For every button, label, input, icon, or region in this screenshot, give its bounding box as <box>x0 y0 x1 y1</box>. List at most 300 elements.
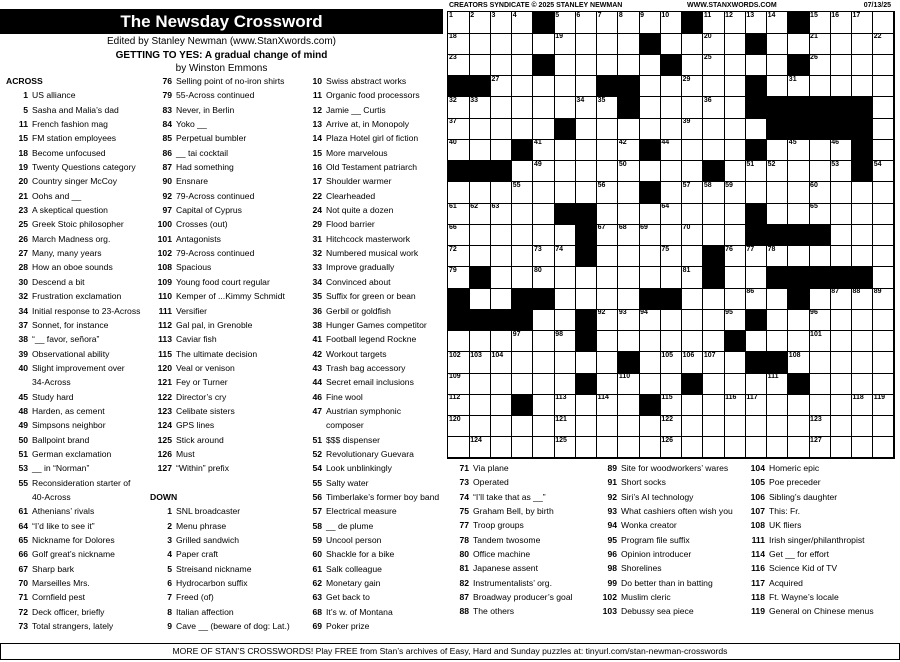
grid-cell[interactable] <box>448 182 470 204</box>
grid-cell[interactable] <box>597 437 619 459</box>
grid-cell[interactable] <box>490 33 512 55</box>
grid-cell[interactable] <box>809 139 831 161</box>
grid-cell[interactable] <box>724 352 746 374</box>
grid-cell[interactable] <box>660 33 682 55</box>
grid-cell[interactable] <box>682 182 704 204</box>
grid-cell[interactable] <box>873 437 895 459</box>
grid-cell[interactable] <box>469 437 491 459</box>
grid-cell[interactable] <box>852 416 874 438</box>
grid-cell[interactable] <box>469 288 491 310</box>
grid-cell[interactable] <box>448 246 470 268</box>
grid-cell[interactable] <box>448 118 470 140</box>
grid-cell[interactable] <box>682 161 704 183</box>
grid-cell[interactable] <box>873 97 895 119</box>
grid-cell[interactable] <box>469 139 491 161</box>
grid-cell[interactable] <box>554 309 576 331</box>
grid-cell[interactable] <box>639 54 661 76</box>
grid-cell[interactable] <box>873 203 895 225</box>
grid-cell[interactable] <box>852 224 874 246</box>
grid-cell[interactable] <box>597 416 619 438</box>
grid-cell[interactable] <box>703 203 725 225</box>
grid-cell[interactable] <box>682 224 704 246</box>
grid-cell[interactable] <box>703 288 725 310</box>
grid-cell[interactable] <box>767 161 789 183</box>
grid-cell[interactable] <box>873 267 895 289</box>
grid-cell[interactable] <box>745 12 767 34</box>
grid-cell[interactable] <box>809 331 831 353</box>
grid-cell[interactable] <box>597 309 619 331</box>
grid-cell[interactable] <box>575 118 597 140</box>
grid-cell[interactable] <box>639 309 661 331</box>
grid-cell[interactable] <box>554 12 576 34</box>
grid-cell[interactable] <box>448 416 470 438</box>
grid-cell[interactable] <box>703 12 725 34</box>
grid-cell[interactable] <box>703 33 725 55</box>
grid-cell[interactable] <box>830 416 852 438</box>
grid-cell[interactable] <box>703 373 725 395</box>
grid-cell[interactable] <box>554 54 576 76</box>
grid-cell[interactable] <box>660 267 682 289</box>
grid-cell[interactable] <box>745 416 767 438</box>
grid-cell[interactable] <box>724 139 746 161</box>
grid-cell[interactable] <box>597 54 619 76</box>
grid-cell[interactable] <box>767 309 789 331</box>
grid-cell[interactable] <box>469 224 491 246</box>
grid-cell[interactable] <box>469 182 491 204</box>
grid-cell[interactable] <box>448 12 470 34</box>
grid-cell[interactable] <box>490 288 512 310</box>
grid-cell[interactable] <box>788 182 810 204</box>
grid-cell[interactable] <box>830 352 852 374</box>
grid-cell[interactable] <box>597 352 619 374</box>
grid-cell[interactable] <box>809 54 831 76</box>
grid-cell[interactable] <box>852 331 874 353</box>
grid-cell[interactable] <box>852 394 874 416</box>
grid-cell[interactable] <box>469 12 491 34</box>
grid-cell[interactable] <box>767 182 789 204</box>
grid-cell[interactable] <box>724 203 746 225</box>
grid-cell[interactable] <box>660 139 682 161</box>
grid-cell[interactable] <box>830 373 852 395</box>
grid-cell[interactable] <box>660 352 682 374</box>
grid-cell[interactable] <box>533 394 555 416</box>
grid-cell[interactable] <box>469 33 491 55</box>
grid-cell[interactable] <box>830 331 852 353</box>
grid-cell[interactable] <box>533 224 555 246</box>
grid-cell[interactable] <box>809 33 831 55</box>
grid-cell[interactable] <box>724 118 746 140</box>
grid-cell[interactable] <box>554 416 576 438</box>
grid-cell[interactable] <box>448 373 470 395</box>
grid-cell[interactable] <box>554 288 576 310</box>
grid-cell[interactable] <box>512 54 534 76</box>
grid-cell[interactable] <box>618 182 640 204</box>
grid-cell[interactable] <box>618 33 640 55</box>
grid-cell[interactable] <box>745 394 767 416</box>
grid-cell[interactable] <box>618 267 640 289</box>
grid-cell[interactable] <box>618 416 640 438</box>
grid-cell[interactable] <box>724 246 746 268</box>
grid-cell[interactable] <box>682 416 704 438</box>
grid-cell[interactable] <box>724 161 746 183</box>
grid-cell[interactable] <box>703 182 725 204</box>
grid-cell[interactable] <box>660 373 682 395</box>
grid-cell[interactable] <box>490 139 512 161</box>
grid-cell[interactable] <box>469 246 491 268</box>
grid-cell[interactable] <box>639 97 661 119</box>
grid-cell[interactable] <box>809 394 831 416</box>
grid-cell[interactable] <box>830 54 852 76</box>
grid-cell[interactable] <box>575 12 597 34</box>
grid-cell[interactable] <box>745 437 767 459</box>
grid-cell[interactable] <box>852 33 874 55</box>
grid-cell[interactable] <box>639 437 661 459</box>
grid-cell[interactable] <box>873 118 895 140</box>
grid-cell[interactable] <box>639 267 661 289</box>
grid-cell[interactable] <box>724 224 746 246</box>
grid-cell[interactable] <box>490 97 512 119</box>
grid-cell[interactable] <box>745 118 767 140</box>
grid-cell[interactable] <box>809 246 831 268</box>
grid-cell[interactable] <box>830 76 852 98</box>
grid-cell[interactable] <box>512 224 534 246</box>
grid-cell[interactable] <box>597 97 619 119</box>
grid-cell[interactable] <box>660 331 682 353</box>
grid-cell[interactable] <box>533 161 555 183</box>
grid-cell[interactable] <box>724 373 746 395</box>
grid-cell[interactable] <box>703 331 725 353</box>
grid-cell[interactable] <box>618 161 640 183</box>
grid-cell[interactable] <box>533 331 555 353</box>
grid-cell[interactable] <box>660 437 682 459</box>
grid-cell[interactable] <box>767 246 789 268</box>
grid-cell[interactable] <box>788 416 810 438</box>
grid-cell[interactable] <box>830 288 852 310</box>
grid-cell[interactable] <box>575 437 597 459</box>
grid-cell[interactable] <box>639 12 661 34</box>
grid-cell[interactable] <box>809 309 831 331</box>
grid-cell[interactable] <box>575 182 597 204</box>
grid-cell[interactable] <box>852 182 874 204</box>
grid-cell[interactable] <box>724 437 746 459</box>
grid-cell[interactable] <box>682 246 704 268</box>
grid-cell[interactable] <box>554 97 576 119</box>
grid-cell[interactable] <box>660 97 682 119</box>
grid-cell[interactable] <box>660 394 682 416</box>
grid-cell[interactable] <box>852 288 874 310</box>
grid-cell[interactable] <box>703 416 725 438</box>
grid-cell[interactable] <box>575 416 597 438</box>
grid-cell[interactable] <box>490 246 512 268</box>
grid-cell[interactable] <box>597 331 619 353</box>
grid-cell[interactable] <box>703 139 725 161</box>
grid-cell[interactable] <box>682 54 704 76</box>
grid-cell[interactable] <box>533 373 555 395</box>
grid-cell[interactable] <box>830 224 852 246</box>
grid-cell[interactable] <box>533 182 555 204</box>
grid-cell[interactable] <box>660 161 682 183</box>
grid-cell[interactable] <box>554 224 576 246</box>
grid-cell[interactable] <box>682 33 704 55</box>
grid-cell[interactable] <box>788 33 810 55</box>
grid-cell[interactable] <box>809 373 831 395</box>
grid-cell[interactable] <box>639 416 661 438</box>
grid-cell[interactable] <box>830 394 852 416</box>
grid-cell[interactable] <box>682 267 704 289</box>
grid-cell[interactable] <box>575 97 597 119</box>
grid-cell[interactable] <box>703 352 725 374</box>
grid-cell[interactable] <box>660 224 682 246</box>
grid-cell[interactable] <box>533 76 555 98</box>
grid-cell[interactable] <box>767 373 789 395</box>
grid-cell[interactable] <box>788 352 810 374</box>
grid-cell[interactable] <box>703 437 725 459</box>
grid-cell[interactable] <box>788 394 810 416</box>
grid-cell[interactable] <box>703 76 725 98</box>
grid-cell[interactable] <box>639 118 661 140</box>
grid-cell[interactable] <box>512 437 534 459</box>
grid-cell[interactable] <box>767 139 789 161</box>
grid-cell[interactable] <box>554 76 576 98</box>
grid-cell[interactable] <box>788 76 810 98</box>
grid-cell[interactable] <box>575 394 597 416</box>
grid-cell[interactable] <box>852 12 874 34</box>
grid-cell[interactable] <box>788 161 810 183</box>
grid-cell[interactable] <box>873 33 895 55</box>
grid-cell[interactable] <box>852 437 874 459</box>
grid-cell[interactable] <box>469 331 491 353</box>
grid-cell[interactable] <box>618 118 640 140</box>
grid-cell[interactable] <box>724 288 746 310</box>
grid-cell[interactable] <box>852 309 874 331</box>
grid-cell[interactable] <box>873 224 895 246</box>
grid-cell[interactable] <box>597 394 619 416</box>
grid-cell[interactable] <box>788 309 810 331</box>
grid-cell[interactable] <box>533 203 555 225</box>
grid-cell[interactable] <box>575 288 597 310</box>
grid-cell[interactable] <box>575 352 597 374</box>
grid-cell[interactable] <box>490 416 512 438</box>
grid-cell[interactable] <box>575 76 597 98</box>
grid-cell[interactable] <box>469 54 491 76</box>
grid-cell[interactable] <box>597 118 619 140</box>
grid-cell[interactable] <box>767 76 789 98</box>
grid-cell[interactable] <box>512 246 534 268</box>
grid-cell[interactable] <box>575 161 597 183</box>
grid-cell[interactable] <box>767 33 789 55</box>
grid-cell[interactable] <box>512 12 534 34</box>
grid-cell[interactable] <box>745 246 767 268</box>
grid-cell[interactable] <box>597 33 619 55</box>
grid-cell[interactable] <box>554 246 576 268</box>
grid-cell[interactable] <box>469 352 491 374</box>
grid-cell[interactable] <box>533 309 555 331</box>
grid-cell[interactable] <box>788 246 810 268</box>
grid-cell[interactable] <box>873 246 895 268</box>
grid-cell[interactable] <box>660 182 682 204</box>
grid-cell[interactable] <box>618 54 640 76</box>
grid-cell[interactable] <box>490 267 512 289</box>
grid-cell[interactable] <box>512 373 534 395</box>
grid-cell[interactable] <box>490 394 512 416</box>
grid-cell[interactable] <box>575 33 597 55</box>
grid-cell[interactable] <box>660 309 682 331</box>
grid-cell[interactable] <box>639 224 661 246</box>
grid-cell[interactable] <box>682 97 704 119</box>
grid-cell[interactable] <box>512 118 534 140</box>
grid-cell[interactable] <box>639 76 661 98</box>
grid-cell[interactable] <box>745 288 767 310</box>
grid-cell[interactable] <box>767 288 789 310</box>
grid-cell[interactable] <box>767 394 789 416</box>
grid-cell[interactable] <box>554 394 576 416</box>
grid-cell[interactable] <box>597 182 619 204</box>
grid-cell[interactable] <box>554 161 576 183</box>
grid-cell[interactable] <box>490 224 512 246</box>
grid-cell[interactable] <box>618 437 640 459</box>
grid-cell[interactable] <box>575 139 597 161</box>
grid-cell[interactable] <box>597 161 619 183</box>
grid-cell[interactable] <box>703 54 725 76</box>
grid-cell[interactable] <box>469 416 491 438</box>
grid-cell[interactable] <box>469 394 491 416</box>
grid-cell[interactable] <box>448 224 470 246</box>
grid-cell[interactable] <box>809 76 831 98</box>
grid-cell[interactable] <box>852 246 874 268</box>
grid-cell[interactable] <box>682 118 704 140</box>
grid-cell[interactable] <box>512 76 534 98</box>
grid-cell[interactable] <box>512 352 534 374</box>
grid-cell[interactable] <box>512 203 534 225</box>
grid-cell[interactable] <box>873 331 895 353</box>
grid-cell[interactable] <box>448 267 470 289</box>
grid-cell[interactable] <box>512 416 534 438</box>
grid-cell[interactable] <box>830 246 852 268</box>
grid-cell[interactable] <box>873 54 895 76</box>
grid-cell[interactable] <box>767 331 789 353</box>
grid-cell[interactable] <box>724 182 746 204</box>
grid-cell[interactable] <box>639 246 661 268</box>
grid-cell[interactable] <box>873 309 895 331</box>
grid-cell[interactable] <box>448 33 470 55</box>
grid-cell[interactable] <box>809 161 831 183</box>
grid-cell[interactable] <box>809 182 831 204</box>
grid-cell[interactable] <box>809 416 831 438</box>
grid-cell[interactable] <box>745 54 767 76</box>
grid-cell[interactable] <box>682 76 704 98</box>
grid-cell[interactable] <box>724 416 746 438</box>
grid-cell[interactable] <box>512 33 534 55</box>
grid-cell[interactable] <box>639 331 661 353</box>
grid-cell[interactable] <box>873 182 895 204</box>
grid-cell[interactable] <box>490 331 512 353</box>
grid-cell[interactable] <box>448 352 470 374</box>
grid-cell[interactable] <box>809 437 831 459</box>
grid-cell[interactable] <box>533 97 555 119</box>
grid-cell[interactable] <box>724 97 746 119</box>
grid-cell[interactable] <box>533 352 555 374</box>
grid-cell[interactable] <box>660 12 682 34</box>
grid-cell[interactable] <box>852 54 874 76</box>
grid-cell[interactable] <box>639 161 661 183</box>
grid-cell[interactable] <box>597 139 619 161</box>
grid-cell[interactable] <box>830 161 852 183</box>
grid-cell[interactable] <box>639 203 661 225</box>
grid-cell[interactable] <box>660 76 682 98</box>
grid-cell[interactable] <box>682 288 704 310</box>
grid-cell[interactable] <box>767 203 789 225</box>
grid-cell[interactable] <box>745 373 767 395</box>
grid-cell[interactable] <box>852 203 874 225</box>
grid-cell[interactable] <box>830 139 852 161</box>
grid-cell[interactable] <box>660 246 682 268</box>
grid-cell[interactable] <box>512 97 534 119</box>
grid-cell[interactable] <box>533 33 555 55</box>
grid-cell[interactable] <box>724 12 746 34</box>
grid-cell[interactable] <box>682 352 704 374</box>
grid-cell[interactable] <box>660 118 682 140</box>
grid-cell[interactable] <box>597 224 619 246</box>
crossword-grid[interactable] <box>447 11 895 459</box>
grid-cell[interactable] <box>724 33 746 55</box>
grid-cell[interactable] <box>639 373 661 395</box>
grid-cell[interactable] <box>533 267 555 289</box>
grid-cell[interactable] <box>597 267 619 289</box>
grid-cell[interactable] <box>448 203 470 225</box>
grid-cell[interactable] <box>788 139 810 161</box>
grid-cell[interactable] <box>618 331 640 353</box>
grid-cell[interactable] <box>724 76 746 98</box>
grid-cell[interactable] <box>490 437 512 459</box>
grid-cell[interactable] <box>809 352 831 374</box>
grid-cell[interactable] <box>682 139 704 161</box>
grid-cell[interactable] <box>703 224 725 246</box>
grid-cell[interactable] <box>448 394 470 416</box>
grid-cell[interactable] <box>724 309 746 331</box>
grid-cell[interactable] <box>618 12 640 34</box>
grid-cell[interactable] <box>554 331 576 353</box>
grid-cell[interactable] <box>490 118 512 140</box>
grid-cell[interactable] <box>873 416 895 438</box>
grid-cell[interactable] <box>745 267 767 289</box>
grid-cell[interactable] <box>852 76 874 98</box>
grid-cell[interactable] <box>469 373 491 395</box>
grid-cell[interactable] <box>873 12 895 34</box>
grid-cell[interactable] <box>618 139 640 161</box>
grid-cell[interactable] <box>618 394 640 416</box>
grid-cell[interactable] <box>745 161 767 183</box>
grid-cell[interactable] <box>469 97 491 119</box>
grid-cell[interactable] <box>554 437 576 459</box>
grid-cell[interactable] <box>618 309 640 331</box>
grid-cell[interactable] <box>873 352 895 374</box>
grid-cell[interactable] <box>767 416 789 438</box>
grid-cell[interactable] <box>724 267 746 289</box>
grid-cell[interactable] <box>767 12 789 34</box>
grid-cell[interactable] <box>830 12 852 34</box>
grid-cell[interactable] <box>448 437 470 459</box>
grid-cell[interactable] <box>554 182 576 204</box>
grid-cell[interactable] <box>830 203 852 225</box>
grid-cell[interactable] <box>788 437 810 459</box>
grid-cell[interactable] <box>703 394 725 416</box>
grid-cell[interactable] <box>873 76 895 98</box>
grid-cell[interactable] <box>554 352 576 374</box>
grid-cell[interactable] <box>597 373 619 395</box>
grid-cell[interactable] <box>767 54 789 76</box>
grid-cell[interactable] <box>490 76 512 98</box>
grid-cell[interactable] <box>533 246 555 268</box>
